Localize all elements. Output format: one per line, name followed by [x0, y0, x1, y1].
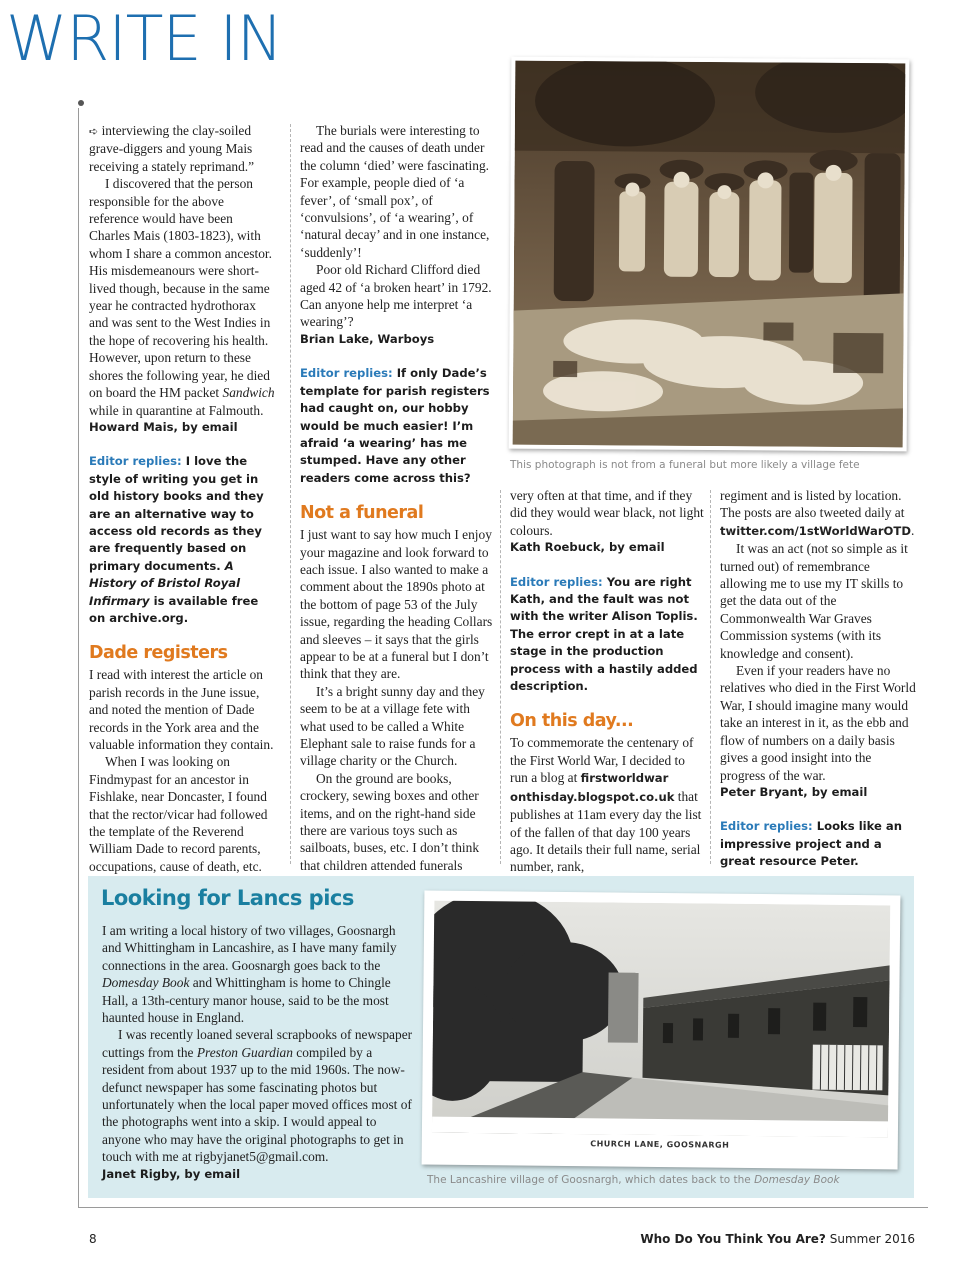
- goosnargh-photo: [422, 891, 901, 1170]
- column-rule-dot: [78, 100, 84, 106]
- photo-caption: This photograph is not from a funeral but more likely a village fete: [510, 459, 860, 471]
- village-fete-image: [513, 61, 906, 448]
- letter-paragraph: Poor old Richard Clifford died aged 42 of ‘a broken heart’ in 1792. Can anyone help me interpret ‘a wearing’?: [300, 262, 492, 330]
- editor-reply: Editor replies: I love the style of writing you get in old history books and they are an alternative way to access old records as they are frequently based on primary documents. A History of Bristol Royal Infirmary is available free on archive.org.: [89, 454, 264, 625]
- letter-paragraph: On the ground are books, crockery, sewing boxes and other items, and on the right-hand side there are various toys such as sailboats, buses, etc. I don’t think that children attended funerals: [300, 770, 480, 873]
- photo-print-label: CHURCH LANE, GOOSNARGH: [590, 1139, 730, 1150]
- page-number: 8: [89, 1232, 97, 1246]
- editor-reply: Editor replies: If only Dade’s template for parish registers had caught on, our hobby would be much easier! I’m afraid ‘a wearing’ has me stumped. Have any other readers come across this?: [300, 366, 490, 485]
- section-title: WRITE IN: [6, 2, 283, 75]
- letter-paragraph: I am writing a local history of two villages, Goosnargh and Whittingham in Lancashire, as I have many family connections in the area. Goosnargh goes back to the Domesday Book and Whittingham is home to Chingle Hall, a 13th-century manor house, said to be the most haunted house in England.: [102, 923, 397, 1026]
- letter-paragraph: It was an act (not so simple as it turned out) of remembrance allowing me to use my IT skills to get the data out of the Commonwealth War Graves Commission systems (with its knowledge and consent).: [720, 541, 908, 661]
- village-fete-photo: [509, 57, 910, 452]
- editor-reply: Editor replies: You are right Kath, and the fault was not with the writer Alison Toplis. The error crept in at a late stage in the production process with a hastily added description.: [510, 574, 698, 694]
- letter-signature: Janet Rigby, by email: [102, 1166, 241, 1181]
- letter-signature: Howard Mais, by email: [89, 419, 238, 434]
- column-divider: [710, 490, 711, 864]
- letter-paragraph: regiment and is listed by location. The posts are also tweeted daily at twitter.com/1stWorldWarOTD.: [720, 488, 915, 538]
- letter-signature: Brian Lake, Warboys: [300, 331, 435, 346]
- box-letter: [102, 922, 414, 1183]
- letter-paragraph: When I was looking on Findmypast for an ancestor in Fishlake, near Doncaster, I found that the rector/vicar had followed the template of the Reverend William Dade to record parents, occupations, cause of death, etc.: [89, 754, 268, 874]
- letter-column-2: [300, 122, 496, 874]
- blog-link[interactable]: firstworldwar onthisday.blogspot.co.uk: [510, 771, 675, 804]
- letter-column-4: [720, 487, 916, 871]
- letter-paragraph: The burials were interesting to read and the causes of death under the column ‘died’ were fascinating. For example, people died of ‘a fever’, of ‘small pox’, of ‘convulsions’, of ‘a wearing’, of ‘natural decay’ and in one instance, ‘suddenly’!: [300, 123, 490, 260]
- letter-continuation: ➪ interviewing the clay-soiled grave-diggers and young Mais receiving a stately reprimand.”: [89, 123, 255, 174]
- letter-signature: Peter Bryant, by email: [720, 784, 868, 799]
- continued-arrow-icon: ➪: [89, 125, 99, 138]
- church-lane-image: [432, 901, 890, 1138]
- letter-heading: On this day...: [510, 711, 634, 732]
- box-heading: Looking for Lancs pics: [101, 886, 354, 910]
- letter-column-1: [89, 122, 275, 875]
- column-divider: [290, 124, 291, 864]
- letter-paragraph: very often at that time, and if they did they would wear black, not light colours.: [510, 488, 704, 538]
- letter-paragraph: I just want to say how much I enjoy your magazine and look forward to each issue. I also wanted to make a comment about the 1890s photo at the bottom of page 53 of the July issue, regarding the heading Collars and sleeves – it says that the girls appear to be at a funeral but I don’t think that they are.: [300, 527, 493, 682]
- letter-paragraph: I was recently loaned several scrapbooks of newspaper cuttings from the Preston Guardian compiled by a resident from about 1937 up to the mid 1960s. The now-defunct newspaper has some fascinating photos but unfortunately when the local paper moved offices most of the photographs went into a skip. I would appeal to anyone who may have the original photographs to get in touch with me at rigbyjanet5@gmail.com.: [102, 1027, 413, 1165]
- letter-paragraph: It’s a bright sunny day and they seem to be at a village fete with what used to be called a White Elephant sale to raise funds for a village charity or the Church.: [300, 683, 485, 769]
- letter-signature: Kath Roebuck, by email: [510, 540, 665, 555]
- magazine-footer: Who Do You Think You Are? Summer 2016: [640, 1232, 915, 1246]
- bottom-rule: [78, 1207, 928, 1208]
- letter-column-3: [510, 487, 706, 876]
- letter-paragraph: To commemorate the centenary of the First World War, I decided to run a blog at firstworldwar onthisday.blogspot.co.uk that publishes at 11am every day the list of the fallen of that day 100 years ago. It details their full name, serial number, rank,: [510, 735, 702, 875]
- left-rule: [78, 108, 79, 1208]
- column-divider: [500, 490, 501, 864]
- twitter-link[interactable]: twitter.com/1stWorldWarOTD: [720, 523, 911, 538]
- letter-paragraph: I discovered that the person responsible for the above reference would have been Charles Mais (1803-1823), with whom I share a common ancestor. His misdemeanours were short-lived though, because in the same year he contracted hydrothorax and was sent to the West Indies in the hope of recovering his health. However, upon return to these shores the following year, he died on board the HM packet Sandwich while in quarantine at Falmouth.: [89, 176, 275, 418]
- photo-caption: The Lancashire village of Goosnargh, which dates back to the Domesday Book: [427, 1174, 840, 1186]
- letter-heading: Dade registers: [89, 643, 228, 664]
- letter-paragraph: Even if your readers have no relatives who died in the First World War, I should imagine many would take an interest in it, as the ebb and flow of numbers on a daily basis gives a good insight into the progress of the war.: [720, 663, 916, 783]
- editor-reply: Editor replies: Looks like an impressive project and a great resource Peter.: [720, 819, 903, 869]
- letter-paragraph: I read with interest the article on parish records in the June issue, and noted the mention of Dade records in the York area and the valuable information they contain.: [89, 667, 274, 752]
- letter-heading: Not a funeral: [300, 503, 424, 524]
